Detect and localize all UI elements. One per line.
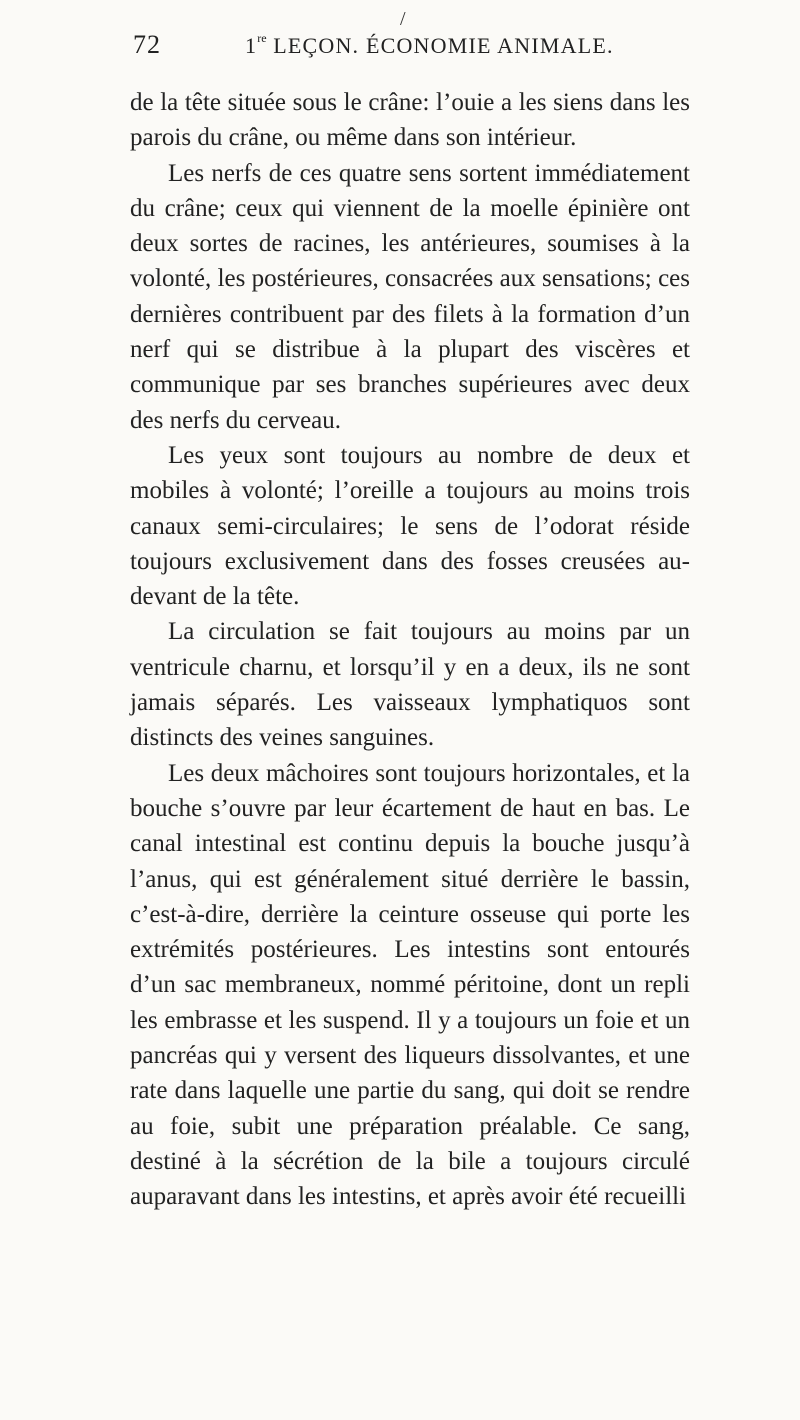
page-header [133,30,693,64]
paragraph-nerves: Les nerfs de ces quatre sens sortent immédiatement du crâne; ceux qui viennent de la moelle épinière ont deux sortes de racines, les antérieures, soumises à la volonté, les postérieures, consacrées aux sensations; ces dernières contribuent par des filets à la formation d’un nerf qui se distribue à la plupart des viscères et communique par ses branches supérieures avec deux des nerfs du cerveau. [130,159,690,434]
running-title-text: LEÇON. ÉCONOMIE ANIMALE. [266,33,614,58]
paragraph-continuation: de la tête située sous le crâne: l’ouie a les siens dans les parois du crâne, ou même dans son intérieur. [130,89,690,152]
page-number: 72 [133,30,161,59]
paragraph-circulation: La circulation se fait toujours au moins par un ventricule charnu, et lorsqu’il y en a deux, ils ne sont jamais séparés. Les vaisseaux lymphatiquos sont distincts des veines sanguines. [130,618,690,752]
running-title-number: 1 [245,33,258,58]
running-title-superscript: re [257,31,267,45]
paragraph-eyes: Les yeux sont toujours au nombre de deux et mobiles à volonté; l’oreille a toujours au moins trois canaux semi-circulaires; le sens de l’odorat réside toujours exclusivement dans des fosses creusées au-devant de la tête. [130,441,690,611]
body-text [130,85,690,1215]
margin-mark: / [400,8,406,30]
running-title [245,31,614,59]
paragraph-digestion: Les deux mâchoires sont toujours horizontales, et la bouche s’ouvre par leur écartement de haut en bas. Le canal intestinal est continu depuis la bouche jusqu’à l’anus, qui est généralement situé derrière le bassin, c’est-à-dire, derrière la ceinture osseuse qui porte les extrémités postérieures. Les intestins sont entourés d’un sac membraneux, nommé péritoine, dont un repli les embrasse et les suspend. Il y a toujours un foie et un pancréas qui y versent des liqueurs dissolvantes, et une rate dans laquelle une partie du sang, qui doit se rendre au foie, subit une préparation préalable. Ce sang, destiné à la sécrétion de la bile a toujours circulé auparavant dans les intestins, et après avoir été recueilli [130,759,690,1211]
